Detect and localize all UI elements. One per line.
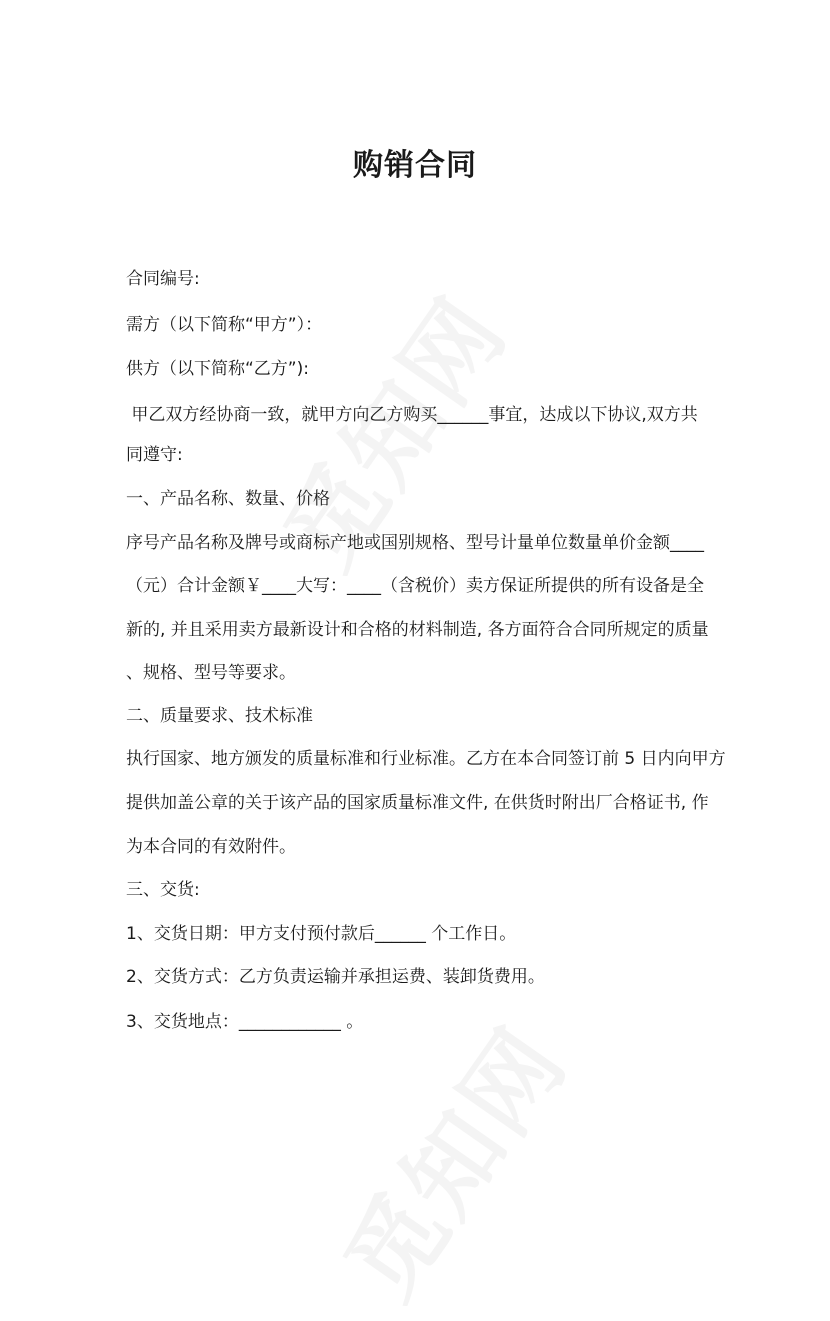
- contract-number-line: 合同编号:: [126, 269, 200, 289]
- paragraph-line: 为本合同的有效附件。: [126, 837, 296, 857]
- paragraph-line: 、规格、型号等要求。: [126, 663, 296, 683]
- section-heading: 二、质量要求、技术标准: [126, 706, 313, 726]
- document-title: 购销合同: [353, 148, 477, 183]
- list-item: 3、交货地点：____________ 。: [126, 1012, 364, 1032]
- section-heading: 一、产品名称、数量、价格: [126, 489, 330, 509]
- paragraph-line: 新的, 并且采用卖方最新设计和合格的材料制造, 各方面符合合同所规定的质量: [126, 620, 709, 640]
- list-item: 2、交货方式：乙方负责运输并承担运费、装卸货费用。: [126, 967, 545, 987]
- paragraph-line: 序号产品名称及牌号或商标产地或国别规格、型号计量单位数量单价金额____: [126, 533, 704, 553]
- buyer-line: 需方（以下简称“甲方”）：: [126, 315, 323, 335]
- seller-line: 供方（以下简称“乙方”):: [126, 359, 309, 379]
- paragraph-line: （元）合计金额￥____大写：____（含税价）卖方保证所提供的所有设备是全: [126, 576, 704, 596]
- paragraph-line: 提供加盖公章的关于该产品的国家质量标准文件, 在供货时附出厂合格证书, 作: [126, 793, 709, 813]
- watermark: [308, 996, 592, 1320]
- section-heading: 三、交货:: [126, 880, 200, 900]
- list-item: 1、交货日期：甲方支付预付款后______ 个工作日。: [126, 924, 517, 944]
- paragraph-line: 甲乙双方经协商一致，就甲方向乙方购买______事宜，达成以下协议,双方共: [126, 405, 698, 425]
- paragraph-line: 执行国家、地方颁发的质量标准和行业标准。乙方在本合同签订前 5 日内向甲方: [126, 749, 726, 769]
- paragraph-line: 同遵守:: [126, 445, 183, 465]
